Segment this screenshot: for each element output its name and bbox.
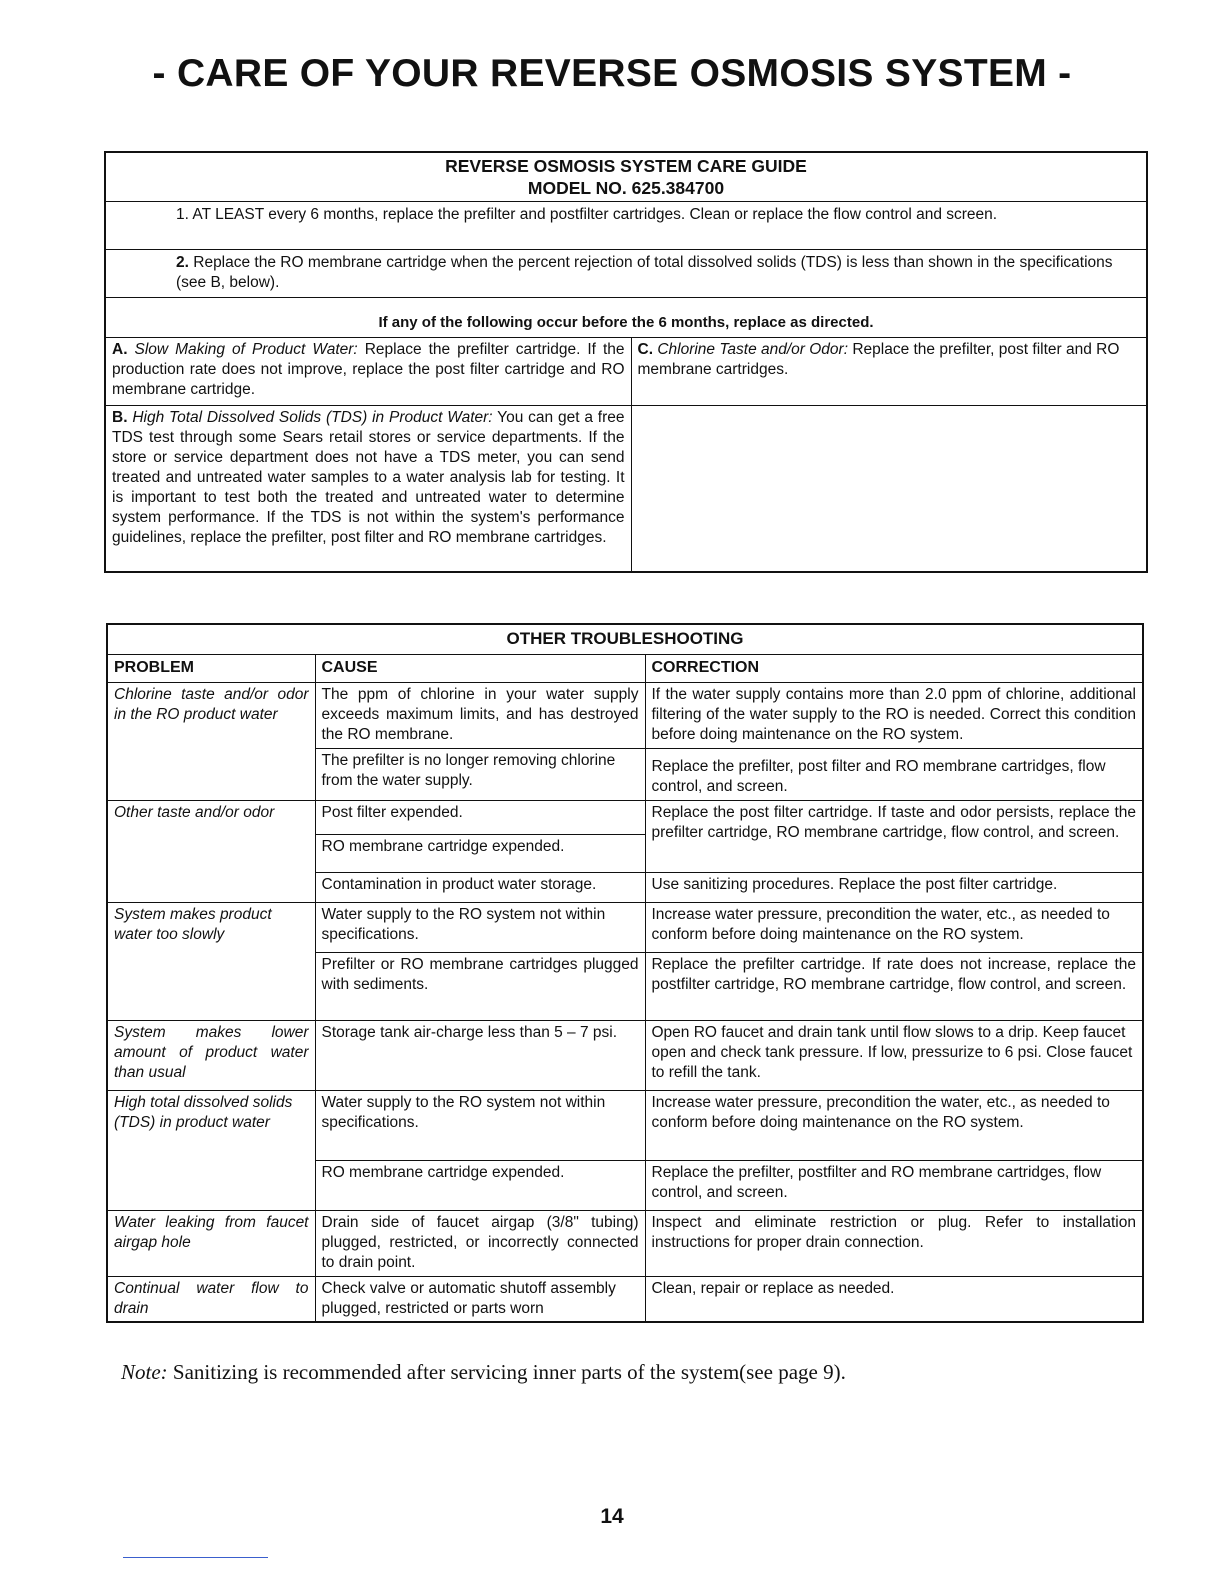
note-label: Note: — [121, 1360, 168, 1384]
cause-cell: RO membrane cartridge expended. — [315, 1160, 645, 1210]
note-text: Sanitizing is recommended after servicing inner parts of the system(see page 9). — [172, 1360, 846, 1384]
problem-text: Continual water flow to drain — [114, 1279, 309, 1317]
cause-cell: Water supply to the RO system not within specifications. — [315, 1090, 645, 1160]
problem-cell — [107, 682, 315, 800]
cause-cell: Contamination in product water storage. — [315, 872, 645, 902]
item-title: High Total Dissolved Solids (TDS) in Product Water: — [132, 409, 493, 426]
cause-cell: Water supply to the RO system not within specifications. — [315, 902, 645, 952]
problem-cell — [107, 902, 315, 1020]
troubleshooting-title: OTHER TROUBLESHOOTING — [107, 624, 1143, 654]
header-correction: CORRECTION — [645, 654, 1143, 682]
problem-cell — [107, 1276, 315, 1322]
problem-text: Water leaking from faucet airgap hole — [114, 1213, 309, 1251]
item-text: Replace the prefilter, post filter and RO membrane cartridges. — [637, 341, 1120, 378]
correction-cell: Inspect and eliminate restriction or plug. Refer to installation instructions for proper drain connection. — [645, 1210, 1143, 1276]
item-text: You can get a free TDS test through some Sears retail stores or service departments. If the store or service department does not have a TDS meter, you can send treated and untreated water samples to a water analysis lab for testing. It is important to test both the treated and untreated water to determine system performance. If the TDS is not within the system's performance guidelines, replace the prefilter, post filter and RO membrane cartridges. — [112, 409, 625, 546]
problem-text: Other taste and/or odor — [114, 803, 275, 821]
correction-cell: Clean, repair or replace as needed. — [645, 1276, 1143, 1322]
problem-text: Chlorine taste and/or odor in the RO product water — [114, 685, 309, 723]
page-title: - CARE OF YOUR REVERSE OSMOSIS SYSTEM - — [152, 52, 1072, 95]
scan-artifact-line — [123, 1557, 268, 1558]
problem-cell — [107, 1020, 315, 1090]
header-problem: PROBLEM — [107, 654, 315, 682]
problem-cell — [107, 1210, 315, 1276]
item-label: C. — [637, 341, 653, 358]
correction-cell: Use sanitizing procedures. Replace the post filter cartridge. — [645, 872, 1143, 902]
empty-cell — [631, 406, 1147, 572]
cause-cell: RO membrane cartridge expended. — [315, 834, 645, 872]
header-cause: CAUSE — [315, 654, 645, 682]
cause-cell: Drain side of faucet airgap (3/8" tubing) plugged, restricted, or incorrectly connected to drain point. — [315, 1210, 645, 1276]
correction-cell: Increase water pressure, precondition the water, etc., as needed to conform before doing maintenance on the RO system. — [645, 902, 1143, 952]
step-number: 1. — [176, 206, 189, 223]
care-item-c — [631, 338, 1147, 406]
care-step-2 — [105, 250, 1147, 298]
care-guide-table — [104, 151, 1148, 573]
care-guide-header — [105, 152, 1147, 202]
problem-cell — [107, 1090, 315, 1210]
item-text: Replace the prefilter cartridge. If the production rate does not improve, replace the post filter cartridge and RO membrane cartridge. — [112, 341, 625, 398]
item-label: A. — [112, 341, 128, 358]
step-text: Replace the RO membrane cartridge when the percent rejection of total dissolved solids (TDS) is less than shown in the specifications (see B, below). — [176, 254, 1113, 291]
cause-cell: The ppm of chlorine in your water supply exceeds maximum limits, and has destroyed the RO membrane. — [315, 682, 645, 748]
care-guide-title: REVERSE OSMOSIS SYSTEM CARE GUIDE — [445, 156, 807, 176]
problem-cell — [107, 800, 315, 902]
item-label: B. — [112, 409, 128, 426]
item-title: Chlorine Taste and/or Odor: — [657, 341, 849, 358]
cause-cell: Storage tank air-charge less than 5 – 7 psi. — [315, 1020, 645, 1090]
problem-text: High total dissolved solids (TDS) in product water — [114, 1093, 293, 1131]
cause-cell: Check valve or automatic shutoff assembly plugged, restricted or parts worn — [315, 1276, 645, 1322]
correction-cell: Increase water pressure, precondition the water, etc., as needed to conform before doing maintenance on the RO system. — [645, 1090, 1143, 1160]
correction-cell: Replace the prefilter, post filter and RO membrane cartridges, flow control, and screen. — [645, 748, 1143, 800]
occur-heading: If any of the following occur before the 6 months, replace as directed. — [105, 298, 1147, 338]
care-item-a — [105, 338, 631, 406]
problem-text: System makes product water too slowly — [114, 905, 272, 943]
problem-text: System makes lower amount of product water than usual — [114, 1023, 309, 1081]
step-number: 2. — [176, 254, 189, 271]
cause-cell: Prefilter or RO membrane cartridges plugged with sediments. — [315, 952, 645, 1020]
troubleshooting-table — [106, 623, 1144, 1323]
page-number: 14 — [600, 1505, 624, 1528]
step-text: AT LEAST every 6 months, replace the prefilter and postfilter cartridges. Clean or replace the flow control and screen. — [192, 206, 998, 223]
sanitizing-note — [121, 1360, 846, 1385]
correction-cell: If the water supply contains more than 2.0 ppm of chlorine, additional filtering of the water supply to the RO is needed. Correct this condition before doing maintenance on the RO system. — [645, 682, 1143, 748]
cause-cell: Post filter expended. — [315, 800, 645, 834]
care-item-b — [105, 406, 631, 572]
correction-cell: Open RO faucet and drain tank until flow slows to a drip. Keep faucet open and check tank pressure. If low, pressurize to 6 psi. Close faucet to refill the tank. — [645, 1020, 1143, 1090]
correction-cell: Replace the post filter cartridge. If taste and odor persists, replace the prefilter cartridge, RO membrane cartridge, flow control, and screen. — [645, 800, 1143, 872]
care-step-1 — [105, 202, 1147, 250]
model-number: MODEL NO. 625.384700 — [527, 178, 725, 198]
item-title: Slow Making of Product Water: — [134, 341, 358, 358]
cause-cell: The prefilter is no longer removing chlorine from the water supply. — [315, 748, 645, 800]
correction-cell: Replace the prefilter cartridge. If rate does not increase, replace the postfilter cartridge, RO membrane cartridge, flow control, and screen. — [645, 952, 1143, 1020]
correction-cell: Replace the prefilter, postfilter and RO membrane cartridges, flow control, and screen. — [645, 1160, 1143, 1210]
